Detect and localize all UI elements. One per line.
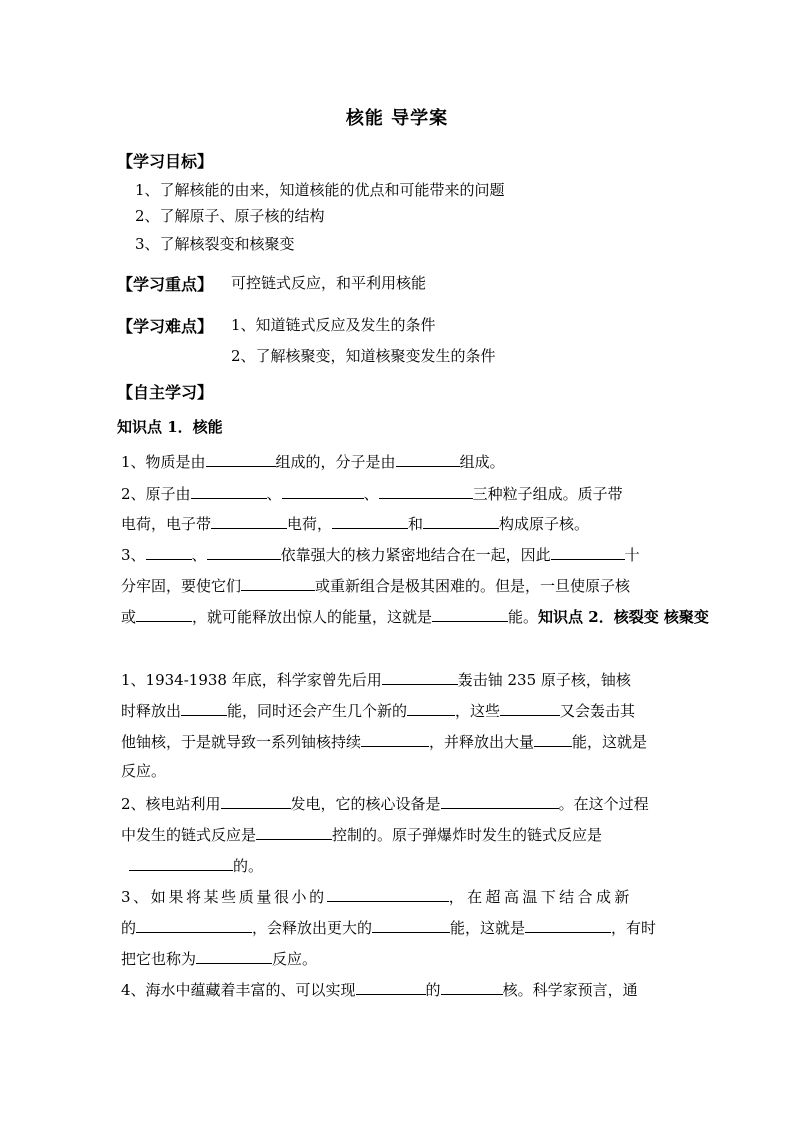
blank[interactable] — [551, 543, 625, 560]
kp2-q3-line3 — [121, 947, 317, 969]
kp2-q2-line2 — [121, 823, 602, 845]
text-segment: 发电，它的核心设备是 — [290, 795, 441, 813]
text-segment: 、 — [266, 485, 282, 503]
blank[interactable] — [441, 792, 559, 809]
goal-item-3: 3、了解核裂变和核聚变 — [135, 235, 295, 253]
text-segment: 三种粒子组成。质子带 — [472, 485, 623, 503]
blank[interactable] — [211, 512, 287, 529]
text-segment: 2、核电站利用 — [121, 795, 221, 813]
text-segment: 或 — [121, 608, 137, 626]
blank[interactable] — [206, 450, 276, 467]
blank[interactable] — [432, 605, 508, 622]
blank[interactable] — [356, 978, 426, 995]
self-study-heading: 【自主学习】 — [117, 383, 214, 402]
text-segment: 3、如果将某些质量很小的 — [121, 888, 327, 906]
text-segment: ，就可能释放出惊人的能量，这就是 — [192, 608, 433, 626]
blank[interactable] — [534, 730, 572, 747]
blank[interactable] — [441, 978, 503, 995]
kp2-q1-line3 — [121, 730, 647, 752]
text-segment: 分牢固，要使它们 — [121, 577, 242, 595]
text-segment: 又会轰击其 — [560, 702, 636, 720]
blank[interactable] — [221, 792, 291, 809]
kp1-q2-line2 — [121, 512, 589, 534]
blank[interactable] — [423, 512, 499, 529]
blank[interactable] — [332, 512, 408, 529]
text-segment: 依靠强大的核力紧密地结合在一起，因此 — [280, 546, 551, 564]
blank[interactable] — [146, 543, 192, 560]
text-segment: 中发生的链式反应是 — [121, 826, 257, 844]
text-segment: 电荷，电子带 — [121, 515, 212, 533]
goals-heading: 【学习目标】 — [117, 152, 214, 171]
kp1-title: 知识点 1．核能 — [117, 418, 223, 436]
blank[interactable] — [241, 574, 315, 591]
blank[interactable] — [196, 947, 272, 964]
text-segment: 能，这就是 — [572, 733, 648, 751]
difficulty-item-2: 2、了解核聚变，知道核聚变发生的条件 — [231, 347, 496, 365]
text-segment: 反应。 — [121, 762, 167, 780]
blank[interactable] — [191, 482, 267, 499]
text-segment: 构成原子核。 — [499, 515, 590, 533]
text-segment: 时释放出 — [121, 702, 182, 720]
text-segment: 能。 — [508, 608, 539, 626]
text-segment: 轰击铀 235 原子核，铀核 — [457, 671, 631, 689]
text-segment: ，有时 — [611, 919, 657, 937]
blank[interactable] — [372, 916, 450, 933]
text-segment: 十 — [624, 546, 640, 564]
text-segment: 、 — [363, 485, 379, 503]
text-segment: ，在超高温下结合成新 — [448, 888, 633, 906]
text-segment: 电荷， — [287, 515, 333, 533]
blank[interactable] — [327, 885, 449, 902]
key-points-heading: 【学习重点】 — [117, 275, 214, 294]
blank[interactable] — [256, 823, 332, 840]
blank[interactable] — [129, 854, 233, 871]
text-segment: 他铀核，于是就导致一系列铀核持续 — [121, 733, 362, 751]
text-segment: 的 — [425, 981, 441, 999]
text-segment: ，这些 — [455, 702, 501, 720]
kp2-q1-line4 — [121, 761, 166, 781]
text-segment: 组成的，分子是由 — [275, 453, 396, 471]
blank[interactable] — [396, 450, 460, 467]
page-title: 核能 导学案 — [345, 108, 449, 129]
key-points-text: 可控链式反应，和平利用核能 — [231, 274, 427, 292]
blank[interactable] — [136, 605, 192, 622]
kp1-q3-line2 — [121, 574, 630, 596]
kp2-q3-line1 — [121, 885, 633, 907]
text-segment: ，会释放出更大的 — [252, 919, 373, 937]
kp2-q3-line2 — [121, 916, 656, 938]
text-segment: 1、1934-1938 年底，科学家曾先后用 — [121, 671, 382, 689]
blank[interactable] — [282, 482, 364, 499]
kp1-q3-line1 — [121, 543, 640, 565]
text-segment: 、 — [191, 546, 207, 564]
text-segment: 和 — [408, 515, 424, 533]
kp1-q2-line1 — [121, 482, 623, 504]
blank[interactable] — [181, 699, 227, 716]
text-segment: 。在这个过程 — [558, 795, 649, 813]
text-segment: 能，这就是 — [450, 919, 526, 937]
blank[interactable] — [525, 916, 611, 933]
kp2-q4-line1 — [121, 978, 638, 1000]
kp2-q1-line2 — [121, 699, 635, 721]
text-segment: 3、 — [121, 546, 146, 564]
text-segment: 核。科学家预言，通 — [502, 981, 638, 999]
blank[interactable] — [361, 730, 429, 747]
goal-item-2: 2、了解原子、原子核的结构 — [135, 207, 325, 225]
text-segment: 或重新组合是极其困难的。但是，一旦使原子核 — [315, 577, 631, 595]
blank[interactable] — [407, 699, 455, 716]
blank[interactable] — [136, 916, 252, 933]
kp2-q2-line3 — [121, 854, 263, 876]
text-segment: 4、海水中蕴藏着丰富的、可以实现 — [121, 981, 356, 999]
kp2-title: 知识点 2．核裂变 核聚变 — [538, 608, 709, 626]
blank[interactable] — [207, 543, 281, 560]
text-segment: ，并释放出大量 — [429, 733, 535, 751]
difficulties-heading: 【学习难点】 — [117, 317, 214, 336]
kp1-q3-line3 — [121, 605, 709, 627]
text-segment: 能，同时还会产生几个新的 — [227, 702, 408, 720]
text-segment: 把它也称为 — [121, 950, 197, 968]
kp2-q2-line1 — [121, 792, 649, 814]
blank[interactable] — [382, 668, 458, 685]
blank[interactable] — [379, 482, 473, 499]
blank[interactable] — [500, 699, 560, 716]
text-segment: 的。 — [233, 857, 264, 875]
text-segment: 的 — [121, 919, 137, 937]
text-segment: 1、物质是由 — [121, 453, 206, 471]
text-segment: 2、原子由 — [121, 485, 191, 503]
text-segment: 控制的。原子弹爆炸时发生的链式反应是 — [332, 826, 603, 844]
difficulty-item-1: 1、知道链式反应及发生的条件 — [231, 316, 436, 334]
text-segment: 反应。 — [272, 950, 318, 968]
kp1-q1 — [121, 450, 505, 472]
kp2-q1-line1 — [121, 668, 631, 690]
text-segment: 组成。 — [459, 453, 505, 471]
goal-item-1: 1、了解核能的由来，知道核能的优点和可能带来的问题 — [135, 181, 505, 199]
